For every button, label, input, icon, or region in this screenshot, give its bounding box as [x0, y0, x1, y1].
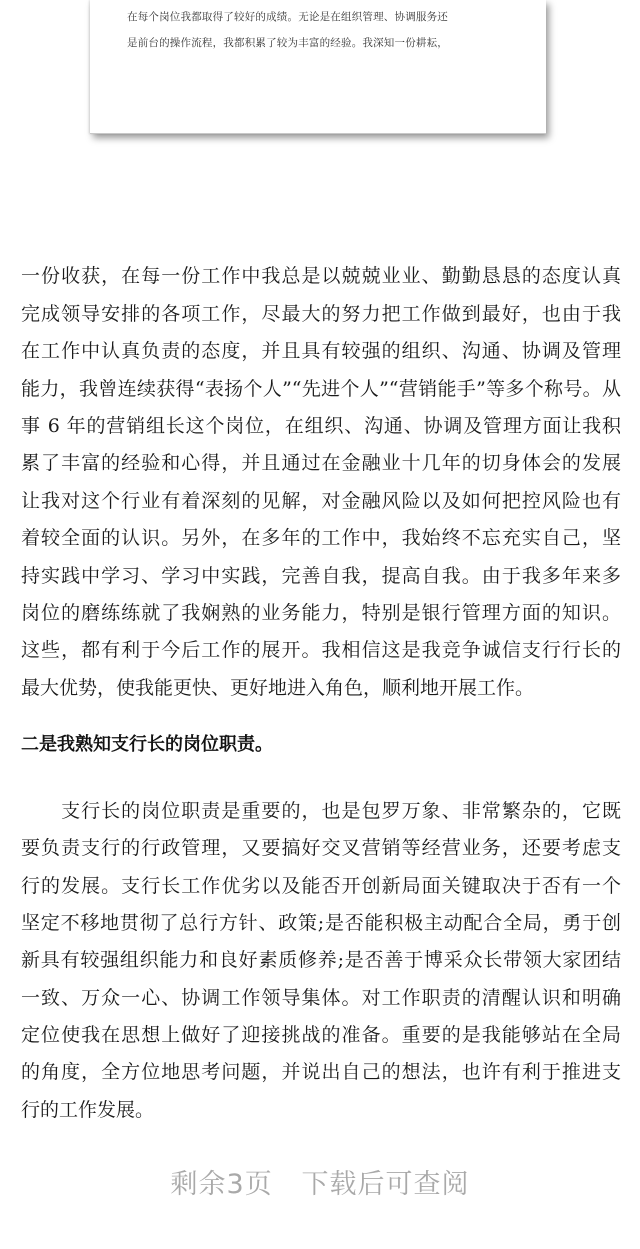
- document-preview-card: [90, 0, 546, 134]
- paragraph-line: 新具有较强组织能力和良好素质修养;是否善于博采众长带领大家团结: [21, 949, 621, 971]
- remaining-pages-notice[interactable]: 剩余3页 下载后可查阅: [170, 1169, 470, 1200]
- paragraph-line: 定位使我在思想上做好了迎接挑战的准备。重要的是我能够站在全局: [21, 1024, 621, 1046]
- paragraph-line: 一份收获，在每一份工作中我总是以兢兢业业、勤勤恳恳的态度认真: [21, 265, 621, 287]
- paragraph-line: 要负责支行的行政管理，又要搞好交叉营销等经营业务，还要考虑支: [21, 837, 621, 859]
- paragraph-line: 累了丰富的经验和心得，并且通过在金融业十几年的切身体会的发展: [21, 452, 621, 474]
- paragraph-line: 让我对这个行业有着深刻的见解，对金融风险以及如何把控风险也有: [21, 490, 621, 512]
- preview-line-2: 是前台的操作流程，我都积累了较为丰富的经验。我深知一份耕耘，: [127, 37, 448, 49]
- paragraph-line: 能力，我曾连续获得“表扬个人”“先进个人”“营销能手”等多个称号。从: [21, 378, 621, 400]
- section-heading: 二是我熟知支行长的岗位职责。: [21, 734, 273, 755]
- paragraph-line: 事 6 年的营销组长这个岗位，在组织、沟通、协调及管理方面让我积: [21, 415, 621, 437]
- paragraph-line: 一致、万众一心、协调工作领导集体。对工作职责的清醒认识和明确: [21, 987, 621, 1009]
- paragraph-line: 着较全面的认识。另外，在多年的工作中，我始终不忘充实自己，坚: [21, 527, 621, 549]
- paragraph-line: 这些，都有利于今后工作的展开。我相信这是我竞争诚信支行行长的: [21, 639, 621, 661]
- preview-line-1: 在每个岗位我都取得了较好的成绩。无论是在组织管理、协调服务还: [127, 11, 448, 23]
- paragraph-line: 在工作中认真负责的态度，并且具有较强的组织、沟通、协调及管理: [21, 340, 621, 362]
- paragraph-line: 岗位的磨练练就了我娴熟的业务能力，特别是银行管理方面的知识。: [21, 602, 621, 624]
- paragraph-line: 行的工作发展。: [21, 1099, 155, 1121]
- paragraph-line: 行的发展。支行长工作优劣以及能否开创新局面关键取决于否有一个: [21, 875, 621, 897]
- paragraph-line: 支行长的岗位职责是重要的，也是包罗万象、非常繁杂的，它既: [21, 800, 621, 822]
- paragraph-line: 的角度，全方位地思考问题，并说出自己的想法，也许有利于推进支: [21, 1061, 621, 1083]
- paragraph-line: 坚定不移地贯彻了总行方针、政策;是否能积极主动配合全局，勇于创: [21, 912, 621, 934]
- paragraph-line: 完成领导安排的各项工作，尽最大的努力把工作做到最好，也由于我: [21, 303, 621, 325]
- paragraph-line: 持实践中学习、学习中实践，完善自我，提高自我。由于我多年来多: [21, 565, 621, 587]
- paragraph-line: 最大优势，使我能更快、更好地进入角色，顺利地开展工作。: [21, 677, 535, 699]
